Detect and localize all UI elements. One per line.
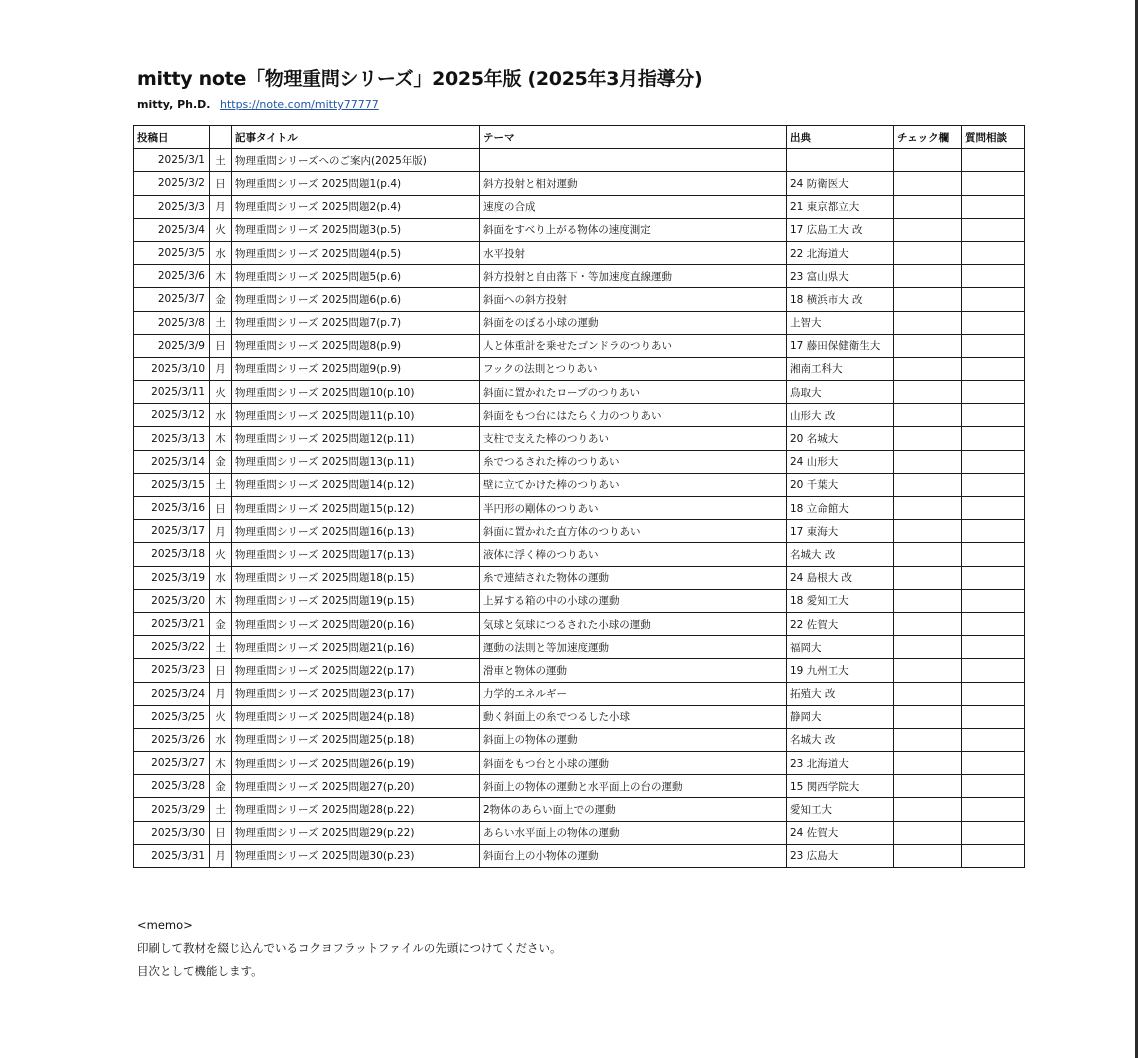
cell-article-title: 物理重問シリーズ 2025問題12(p.11) (232, 427, 480, 450)
cell-theme: 斜方投射と自由落下・等加速度直線運動 (480, 265, 787, 288)
cell-date: 2025/3/5 (134, 241, 210, 264)
cell-question[interactable] (962, 566, 1025, 589)
cell-check[interactable] (894, 682, 962, 705)
cell-date: 2025/3/12 (134, 404, 210, 427)
cell-weekday: 月 (210, 682, 232, 705)
cell-source: 静岡大 (787, 705, 894, 728)
cell-weekday: 木 (210, 265, 232, 288)
cell-source: 24 防衛医大 (787, 172, 894, 195)
cell-article-title: 物理重問シリーズ 2025問題1(p.4) (232, 172, 480, 195)
memo-section (137, 914, 561, 983)
cell-check[interactable] (894, 497, 962, 520)
cell-source: 福岡大 (787, 636, 894, 659)
cell-check[interactable] (894, 752, 962, 775)
cell-question[interactable] (962, 497, 1025, 520)
cell-theme: 滑車と物体の運動 (480, 659, 787, 682)
table-row (134, 381, 1025, 404)
cell-source: 22 北海道大 (787, 241, 894, 264)
cell-check[interactable] (894, 195, 962, 218)
cell-theme (480, 149, 787, 172)
table-row (134, 473, 1025, 496)
cell-source: 23 広島大 (787, 844, 894, 867)
cell-article-title: 物理重問シリーズ 2025問題17(p.13) (232, 543, 480, 566)
memo-line: 目次として機能します。 (137, 964, 263, 978)
cell-article-title: 物理重問シリーズ 2025問題11(p.10) (232, 404, 480, 427)
table-row (134, 265, 1025, 288)
cell-weekday: 土 (210, 149, 232, 172)
cell-source: 17 東海大 (787, 520, 894, 543)
cell-article-title: 物理重問シリーズ 2025問題5(p.6) (232, 265, 480, 288)
column-header-question: 質問相談 (962, 126, 1025, 149)
cell-check[interactable] (894, 241, 962, 264)
cell-article-title: 物理重問シリーズ 2025問題23(p.17) (232, 682, 480, 705)
table-row (134, 728, 1025, 751)
cell-check[interactable] (894, 520, 962, 543)
cell-article-title: 物理重問シリーズ 2025問題2(p.4) (232, 195, 480, 218)
cell-date: 2025/3/22 (134, 636, 210, 659)
cell-theme: あらい水平面上の物体の運動 (480, 821, 787, 844)
table-row (134, 798, 1025, 821)
cell-question[interactable] (962, 450, 1025, 473)
cell-weekday: 木 (210, 427, 232, 450)
cell-weekday: 土 (210, 798, 232, 821)
cell-check[interactable] (894, 821, 962, 844)
cell-source: 湘南工科大 (787, 357, 894, 380)
cell-source (787, 149, 894, 172)
cell-source: 21 東京都立大 (787, 195, 894, 218)
table-row (134, 172, 1025, 195)
cell-theme: 運動の法則と等加速度運動 (480, 636, 787, 659)
cell-check[interactable] (894, 589, 962, 612)
cell-weekday: 日 (210, 334, 232, 357)
cell-weekday: 日 (210, 659, 232, 682)
cell-theme: 人と体重計を乗せたゴンドラのつりあい (480, 334, 787, 357)
cell-weekday: 火 (210, 543, 232, 566)
column-header-date: 投稿日 (134, 126, 210, 149)
cell-source: 23 北海道大 (787, 752, 894, 775)
cell-theme: 力学的エネルギー (480, 682, 787, 705)
cell-article-title: 物理重問シリーズ 2025問題3(p.5) (232, 218, 480, 241)
cell-source: 17 広島工大 改 (787, 218, 894, 241)
cell-weekday: 土 (210, 473, 232, 496)
table-row (134, 404, 1025, 427)
cell-source: 24 佐賀大 (787, 821, 894, 844)
cell-source: 名城大 改 (787, 728, 894, 751)
cell-weekday: 月 (210, 844, 232, 867)
cell-question[interactable] (962, 728, 1025, 751)
cell-weekday: 月 (210, 520, 232, 543)
cell-theme: 2物体のあらい面上での運動 (480, 798, 787, 821)
cell-theme: 斜面への斜方投射 (480, 288, 787, 311)
cell-theme: 壁に立てかけた棒のつりあい (480, 473, 787, 496)
column-header-weekday (210, 126, 232, 149)
cell-source: 18 立命館大 (787, 497, 894, 520)
cell-weekday: 土 (210, 311, 232, 334)
cell-article-title: 物理重問シリーズ 2025問題19(p.15) (232, 589, 480, 612)
cell-check[interactable] (894, 427, 962, 450)
cell-theme: 斜面に置かれたロープのつりあい (480, 381, 787, 404)
cell-check[interactable] (894, 775, 962, 798)
cell-date: 2025/3/29 (134, 798, 210, 821)
cell-check[interactable] (894, 450, 962, 473)
cell-article-title: 物理重問シリーズ 2025問題4(p.5) (232, 241, 480, 264)
cell-date: 2025/3/14 (134, 450, 210, 473)
cell-theme: 上昇する箱の中の小球の運動 (480, 589, 787, 612)
cell-theme: 糸で連結された物体の運動 (480, 566, 787, 589)
cell-question[interactable] (962, 821, 1025, 844)
cell-question[interactable] (962, 311, 1025, 334)
cell-date: 2025/3/15 (134, 473, 210, 496)
cell-weekday: 日 (210, 821, 232, 844)
cell-theme: 斜方投射と相対運動 (480, 172, 787, 195)
cell-weekday: 金 (210, 288, 232, 311)
cell-article-title: 物理重問シリーズ 2025問題16(p.13) (232, 520, 480, 543)
author-url-link[interactable]: https://note.com/mitty77777 (219, 98, 379, 111)
cell-check[interactable] (894, 659, 962, 682)
cell-source: 23 富山県大 (787, 265, 894, 288)
cell-question[interactable] (962, 775, 1025, 798)
cell-article-title: 物理重問シリーズ 2025問題6(p.6) (232, 288, 480, 311)
cell-question[interactable] (962, 195, 1025, 218)
table-row (134, 589, 1025, 612)
column-header-title: 記事タイトル (232, 126, 480, 149)
cell-theme: フックの法則とつりあい (480, 357, 787, 380)
cell-date: 2025/3/27 (134, 752, 210, 775)
memo-line: 印刷して教材を綴じ込んでいるコクヨフラットファイルの先頭につけてください。 (137, 941, 562, 955)
cell-check[interactable] (894, 172, 962, 195)
cell-source: 20 千葉大 (787, 473, 894, 496)
table-row (134, 427, 1025, 450)
cell-theme: 動く斜面上の糸でつるした小球 (480, 705, 787, 728)
cell-theme: 斜面をもつ台と小球の運動 (480, 752, 787, 775)
cell-date: 2025/3/4 (134, 218, 210, 241)
cell-article-title: 物理重問シリーズ 2025問題25(p.18) (232, 728, 480, 751)
cell-source: 17 藤田保健衛生大 (787, 334, 894, 357)
cell-date: 2025/3/19 (134, 566, 210, 589)
cell-source: 24 山形大 (787, 450, 894, 473)
cell-article-title: 物理重問シリーズ 2025問題21(p.16) (232, 636, 480, 659)
cell-theme: 支柱で支えた棒のつりあい (480, 427, 787, 450)
table-row (134, 775, 1025, 798)
cell-date: 2025/3/23 (134, 659, 210, 682)
cell-check[interactable] (894, 728, 962, 751)
cell-question[interactable] (962, 520, 1025, 543)
cell-weekday: 金 (210, 612, 232, 635)
cell-weekday: 木 (210, 589, 232, 612)
cell-date: 2025/3/28 (134, 775, 210, 798)
cell-date: 2025/3/31 (134, 844, 210, 867)
cell-weekday: 土 (210, 636, 232, 659)
cell-source: 鳥取大 (787, 381, 894, 404)
cell-check[interactable] (894, 636, 962, 659)
cell-article-title: 物理重問シリーズ 2025問題30(p.23) (232, 844, 480, 867)
cell-question[interactable] (962, 543, 1025, 566)
cell-date: 2025/3/10 (134, 357, 210, 380)
cell-article-title: 物理重問シリーズ 2025問題14(p.12) (232, 473, 480, 496)
cell-check[interactable] (894, 798, 962, 821)
table-row (134, 821, 1025, 844)
table-row (134, 682, 1025, 705)
cell-question[interactable] (962, 265, 1025, 288)
cell-date: 2025/3/16 (134, 497, 210, 520)
table-row (134, 844, 1025, 867)
cell-theme: 斜面をすべり上がる物体の速度測定 (480, 218, 787, 241)
cell-article-title: 物理重問シリーズ 2025問題22(p.17) (232, 659, 480, 682)
cell-question[interactable] (962, 798, 1025, 821)
cell-question[interactable] (962, 427, 1025, 450)
cell-date: 2025/3/25 (134, 705, 210, 728)
cell-weekday: 水 (210, 241, 232, 264)
cell-date: 2025/3/3 (134, 195, 210, 218)
cell-theme: 斜面上の物体の運動と水平面上の台の運動 (480, 775, 787, 798)
table-row (134, 450, 1025, 473)
cell-article-title: 物理重問シリーズ 2025問題29(p.22) (232, 821, 480, 844)
table-row (134, 288, 1025, 311)
cell-check[interactable] (894, 357, 962, 380)
cell-date: 2025/3/7 (134, 288, 210, 311)
cell-check[interactable] (894, 543, 962, 566)
table-row (134, 334, 1025, 357)
cell-source: 18 愛知工大 (787, 589, 894, 612)
cell-theme: 斜面をのぼる小球の運動 (480, 311, 787, 334)
cell-question[interactable] (962, 241, 1025, 264)
cell-theme: 斜面台上の小物体の運動 (480, 844, 787, 867)
cell-question[interactable] (962, 334, 1025, 357)
cell-weekday: 日 (210, 172, 232, 195)
cell-question[interactable] (962, 589, 1025, 612)
cell-date: 2025/3/21 (134, 612, 210, 635)
cell-check[interactable] (894, 149, 962, 172)
cell-check[interactable] (894, 473, 962, 496)
cell-check[interactable] (894, 844, 962, 867)
cell-check[interactable] (894, 218, 962, 241)
cell-date: 2025/3/6 (134, 265, 210, 288)
cell-article-title: 物理重問シリーズ 2025問題13(p.11) (232, 450, 480, 473)
cell-theme: 速度の合成 (480, 195, 787, 218)
cell-weekday: 木 (210, 752, 232, 775)
table-row (134, 241, 1025, 264)
cell-article-title: 物理重問シリーズ 2025問題7(p.7) (232, 311, 480, 334)
cell-article-title: 物理重問シリーズ 2025問題28(p.22) (232, 798, 480, 821)
cell-date: 2025/3/30 (134, 821, 210, 844)
table-row (134, 149, 1025, 172)
cell-article-title: 物理重問シリーズ 2025問題18(p.15) (232, 566, 480, 589)
table-row (134, 705, 1025, 728)
cell-question[interactable] (962, 636, 1025, 659)
column-header-source: 出典 (787, 126, 894, 149)
cell-question[interactable] (962, 705, 1025, 728)
table-body (134, 149, 1025, 868)
cell-date: 2025/3/1 (134, 149, 210, 172)
cell-date: 2025/3/2 (134, 172, 210, 195)
cell-source: 24 島根大 改 (787, 566, 894, 589)
table-row (134, 659, 1025, 682)
cell-date: 2025/3/13 (134, 427, 210, 450)
cell-question[interactable] (962, 473, 1025, 496)
cell-source: 愛知工大 (787, 798, 894, 821)
table-row (134, 497, 1025, 520)
memo-heading: <memo> (137, 918, 193, 932)
cell-date: 2025/3/8 (134, 311, 210, 334)
column-header-check: チェック欄 (894, 126, 962, 149)
cell-check[interactable] (894, 311, 962, 334)
table-row (134, 752, 1025, 775)
cell-date: 2025/3/9 (134, 334, 210, 357)
table-row (134, 195, 1025, 218)
cell-source: 18 横浜市大 改 (787, 288, 894, 311)
cell-theme: 糸でつるされた棒のつりあい (480, 450, 787, 473)
cell-source: 22 佐賀大 (787, 612, 894, 635)
cell-question[interactable] (962, 149, 1025, 172)
table-row (134, 636, 1025, 659)
cell-article-title: 物理重問シリーズ 2025問題9(p.9) (232, 357, 480, 380)
cell-question[interactable] (962, 844, 1025, 867)
cell-date: 2025/3/24 (134, 682, 210, 705)
cell-theme: 斜面をもつ台にはたらく力のつりあい (480, 404, 787, 427)
cell-source: 拓殖大 改 (787, 682, 894, 705)
cell-weekday: 水 (210, 728, 232, 751)
cell-source: 名城大 改 (787, 543, 894, 566)
cell-check[interactable] (894, 265, 962, 288)
cell-weekday: 火 (210, 381, 232, 404)
cell-date: 2025/3/11 (134, 381, 210, 404)
cell-question[interactable] (962, 752, 1025, 775)
cell-article-title: 物理重問シリーズ 2025問題26(p.19) (232, 752, 480, 775)
cell-check[interactable] (894, 381, 962, 404)
cell-question[interactable] (962, 288, 1025, 311)
table-row (134, 218, 1025, 241)
cell-theme: 斜面に置かれた直方体のつりあい (480, 520, 787, 543)
cell-check[interactable] (894, 288, 962, 311)
table-row (134, 311, 1025, 334)
cell-question[interactable] (962, 404, 1025, 427)
cell-source: 19 九州工大 (787, 659, 894, 682)
cell-article-title: 物理重問シリーズ 2025問題15(p.12) (232, 497, 480, 520)
cell-theme: 水平投射 (480, 241, 787, 264)
cell-date: 2025/3/26 (134, 728, 210, 751)
cell-weekday: 月 (210, 195, 232, 218)
cell-weekday: 金 (210, 775, 232, 798)
cell-question[interactable] (962, 682, 1025, 705)
cell-check[interactable] (894, 566, 962, 589)
cell-question[interactable] (962, 381, 1025, 404)
cell-question[interactable] (962, 218, 1025, 241)
byline (137, 98, 379, 111)
cell-weekday: 日 (210, 497, 232, 520)
table-row (134, 612, 1025, 635)
cell-source: 20 名城大 (787, 427, 894, 450)
schedule-table (133, 125, 1025, 868)
cell-question[interactable] (962, 357, 1025, 380)
page-title: mitty note「物理重問シリーズ」2025年版 (2025年3月指導分) (137, 68, 703, 90)
cell-theme: 気球と気球につるされた小球の運動 (480, 612, 787, 635)
cell-date: 2025/3/18 (134, 543, 210, 566)
cell-check[interactable] (894, 334, 962, 357)
cell-question[interactable] (962, 172, 1025, 195)
cell-question[interactable] (962, 659, 1025, 682)
cell-weekday: 水 (210, 404, 232, 427)
cell-article-title: 物理重問シリーズ 2025問題20(p.16) (232, 612, 480, 635)
cell-weekday: 水 (210, 566, 232, 589)
cell-article-title: 物理重問シリーズ 2025問題24(p.18) (232, 705, 480, 728)
cell-check[interactable] (894, 612, 962, 635)
cell-source: 15 関西学院大 (787, 775, 894, 798)
cell-weekday: 火 (210, 218, 232, 241)
table-row (134, 566, 1025, 589)
cell-source: 上智大 (787, 311, 894, 334)
cell-theme: 液体に浮く棒のつりあい (480, 543, 787, 566)
table-header-row (134, 126, 1025, 149)
cell-source: 山形大 改 (787, 404, 894, 427)
column-header-theme: テーマ (480, 126, 787, 149)
cell-article-title: 物理重問シリーズ 2025問題8(p.9) (232, 334, 480, 357)
cell-question[interactable] (962, 612, 1025, 635)
cell-check[interactable] (894, 705, 962, 728)
cell-weekday: 金 (210, 450, 232, 473)
cell-article-title: 物理重問シリーズへのご案内(2025年版) (232, 149, 480, 172)
table-row (134, 520, 1025, 543)
cell-check[interactable] (894, 404, 962, 427)
table-row (134, 543, 1025, 566)
table-row (134, 357, 1025, 380)
cell-theme: 斜面上の物体の運動 (480, 728, 787, 751)
cell-date: 2025/3/20 (134, 589, 210, 612)
cell-article-title: 物理重問シリーズ 2025問題27(p.20) (232, 775, 480, 798)
cell-weekday: 月 (210, 357, 232, 380)
cell-article-title: 物理重問シリーズ 2025問題10(p.10) (232, 381, 480, 404)
author-name: mitty, Ph.D. (137, 98, 211, 111)
cell-theme: 半円形の剛体のつりあい (480, 497, 787, 520)
cell-date: 2025/3/17 (134, 520, 210, 543)
cell-weekday: 火 (210, 705, 232, 728)
